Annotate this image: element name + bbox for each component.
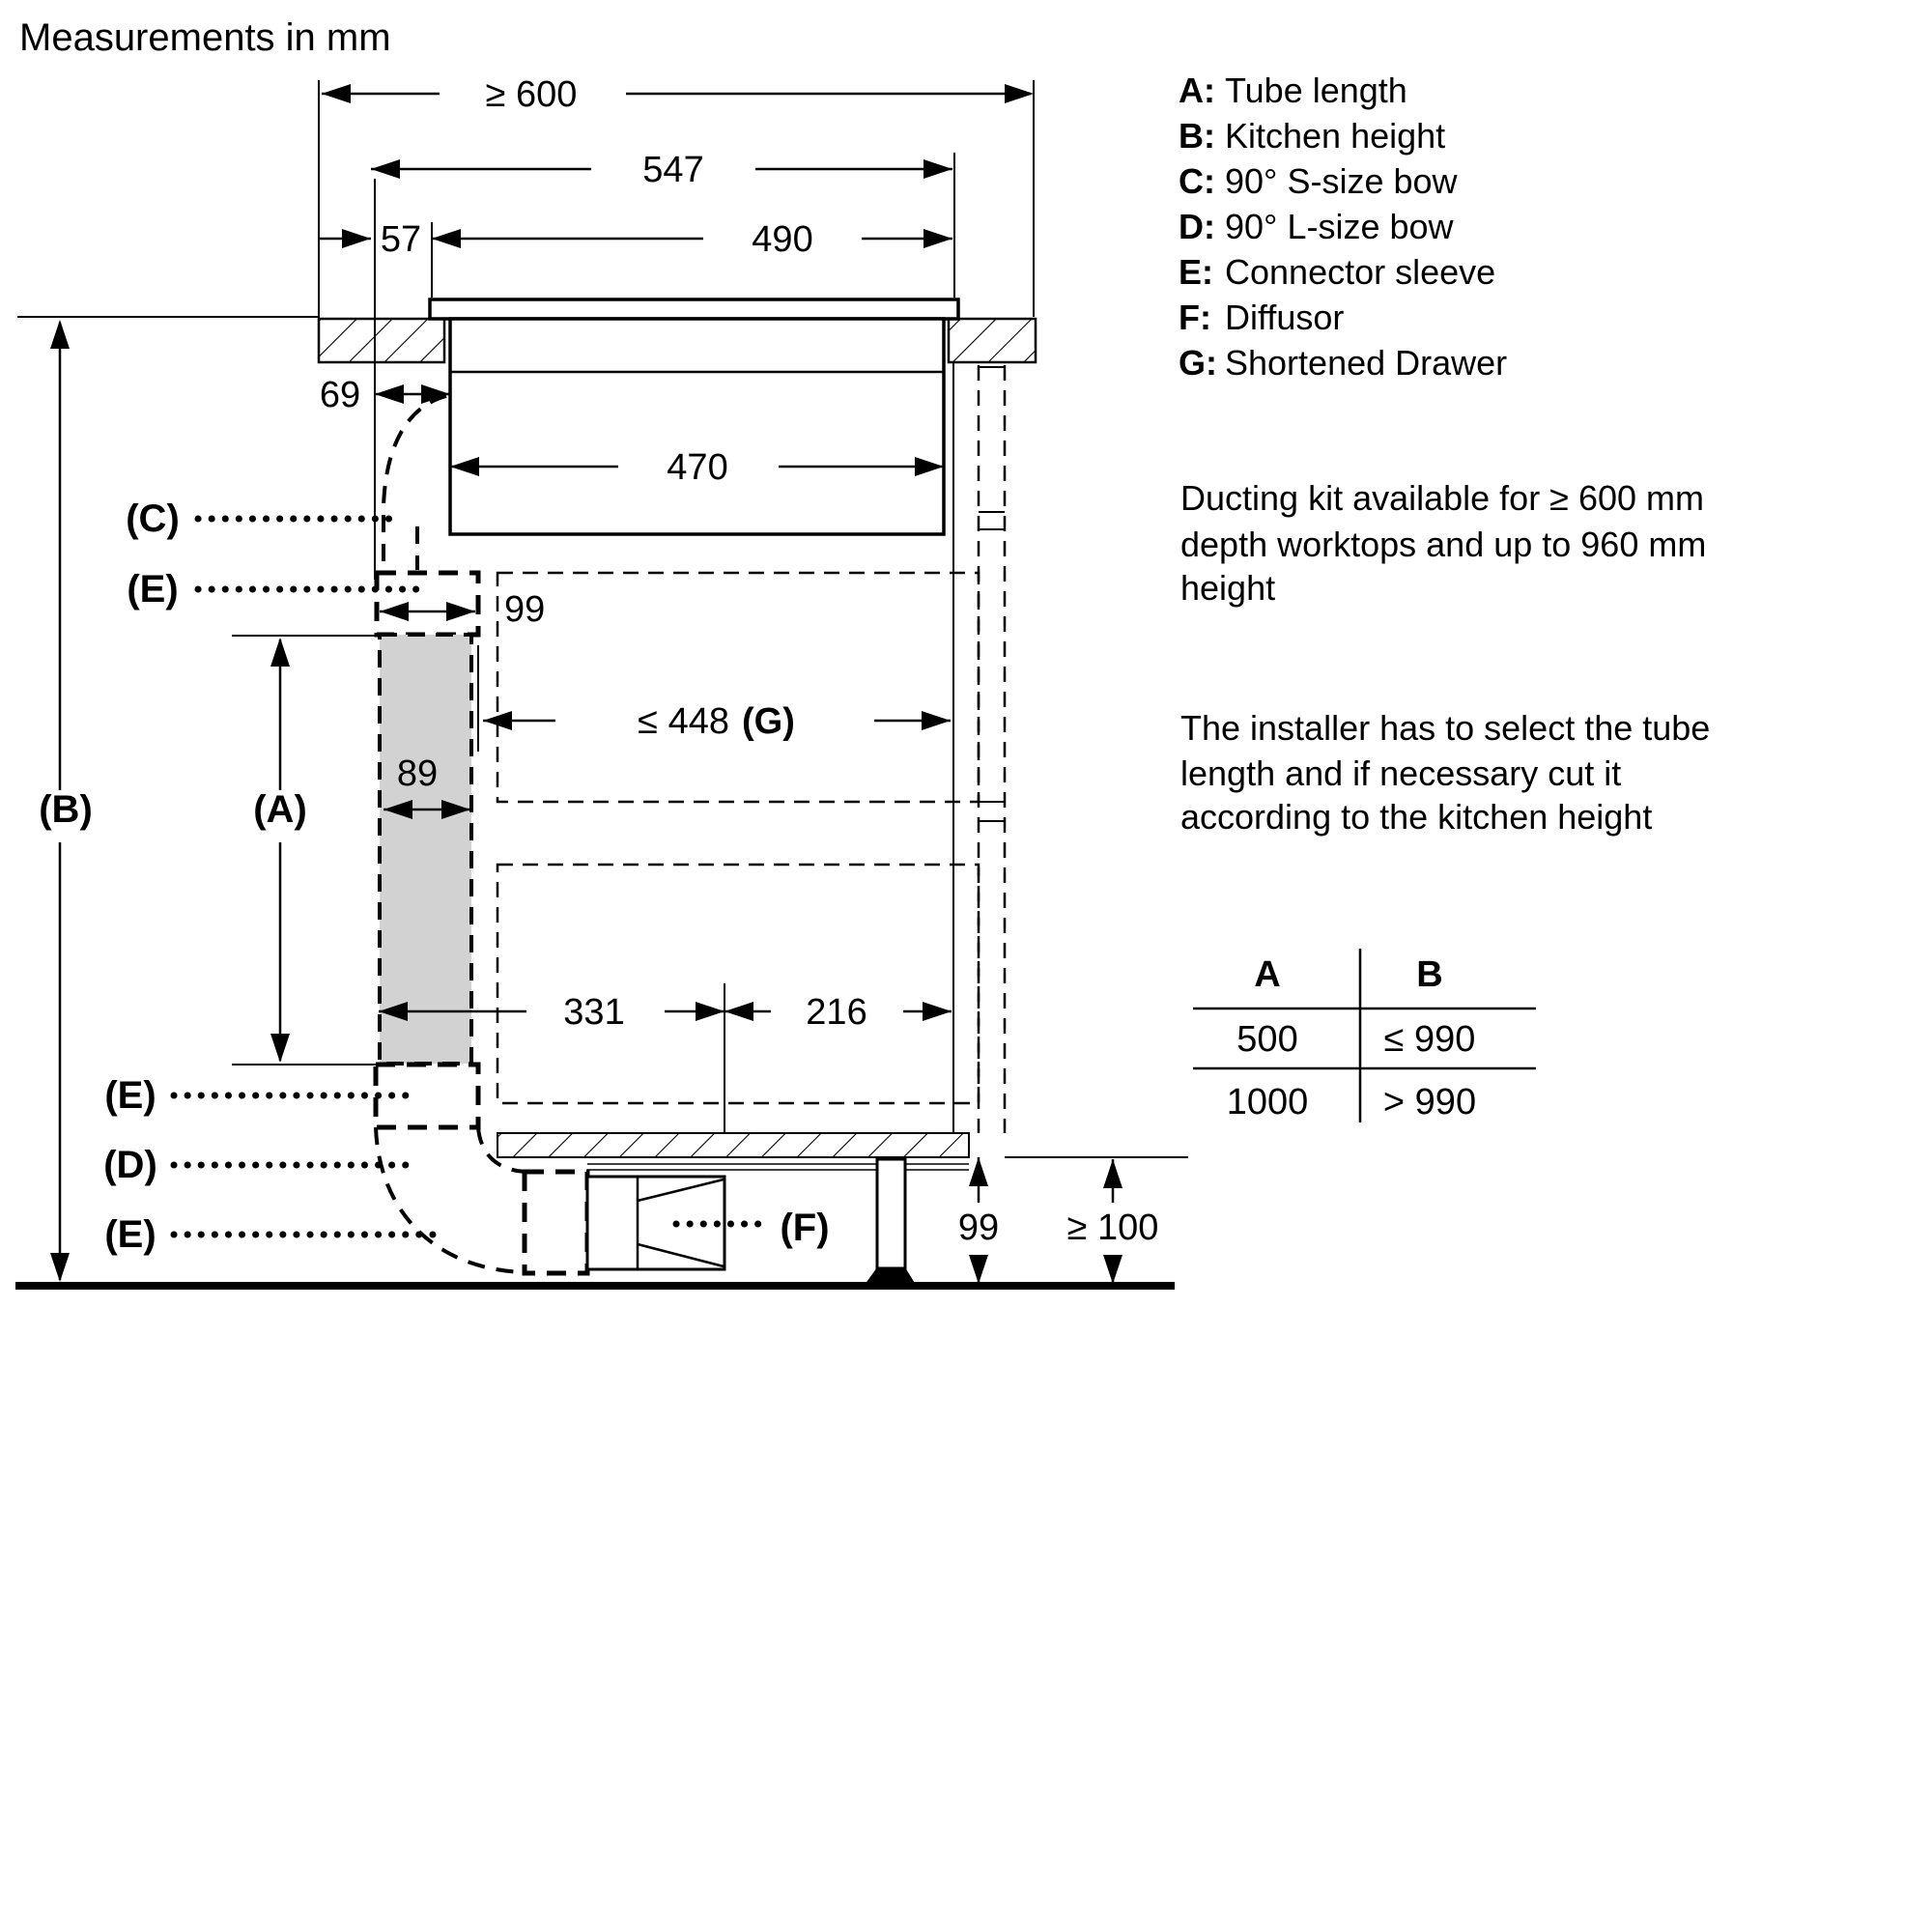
arrowhead	[969, 1157, 988, 1186]
dim-plate-width: 547	[642, 150, 704, 190]
marker-tube-length: (A)	[253, 788, 307, 831]
arrowhead	[50, 320, 70, 349]
marker-diffusor: (F)	[780, 1207, 830, 1249]
legend-label: Tube length	[1225, 71, 1407, 110]
worktop-hatch-right	[949, 319, 1036, 362]
table-cell: 1000	[1226, 1082, 1309, 1122]
legend-key: C:	[1179, 161, 1215, 201]
dim-front-span: 216	[806, 992, 867, 1033]
dim-plinth-height: 99	[957, 1208, 1000, 1248]
dim-floor-clearance: ≥ 100	[1066, 1208, 1159, 1248]
legend-key: B:	[1179, 116, 1215, 156]
dim-drawer-ref: (G)	[742, 701, 795, 742]
note-line: length and if necessary cut it	[1180, 753, 1622, 793]
arrowhead	[923, 1002, 952, 1021]
legend-label: Connector sleeve	[1225, 252, 1496, 292]
dim-front-offset: 57	[380, 219, 422, 260]
dim-drawer-depth: ≤ 448	[638, 701, 729, 742]
lower-drawer-outline	[497, 865, 979, 1103]
arrowhead	[922, 711, 951, 730]
arrowhead	[432, 229, 461, 248]
tube-length-table	[1193, 949, 1536, 1122]
note-ducting-kit	[1180, 478, 1706, 608]
legend-key: E:	[1179, 252, 1213, 292]
arrowhead	[969, 1255, 988, 1284]
arrowhead	[1005, 84, 1034, 103]
dim-rear-span: 331	[563, 992, 625, 1033]
marker-sleeve-mid: (E)	[104, 1074, 156, 1117]
legend-label: Kitchen height	[1225, 116, 1446, 156]
cabinet-foot-leg	[877, 1159, 905, 1268]
note-line: height	[1180, 568, 1276, 608]
dim-sleeve-width: 99	[504, 589, 546, 630]
arrowhead	[270, 1034, 290, 1063]
tube-a-shaded	[380, 635, 471, 1064]
shortened-drawer-outline	[497, 573, 979, 802]
legend-key: F:	[1179, 298, 1211, 337]
dim-cutout-width: 490	[752, 219, 813, 260]
hob-body	[450, 319, 944, 534]
arrowhead	[446, 602, 475, 621]
arrowhead	[375, 384, 404, 404]
dim-duct-offset: 69	[319, 375, 361, 415]
legend-key: A:	[1179, 71, 1215, 110]
arrowhead	[380, 602, 409, 621]
dim-worktop-depth: ≥ 600	[485, 74, 578, 115]
legend-label: Shortened Drawer	[1225, 343, 1508, 383]
table-cell: > 990	[1382, 1082, 1477, 1122]
arrowhead	[270, 638, 290, 667]
arrowhead	[923, 229, 952, 248]
table-cell: ≤ 990	[1383, 1019, 1476, 1060]
s-bow-outer-outline	[384, 396, 446, 570]
connector-sleeve-top	[377, 573, 478, 635]
page-title: Measurements in mm	[19, 16, 391, 59]
note-line: according to the kitchen height	[1180, 797, 1653, 837]
cabinet-bottom-hatch	[497, 1133, 969, 1157]
table-header-a: A	[1254, 954, 1281, 995]
dim-tube-width: 89	[396, 753, 439, 794]
marker-sleeve-bottom: (E)	[104, 1213, 156, 1256]
arrowhead	[1103, 1159, 1122, 1188]
note-line: Ducting kit available for ≥ 600 mm	[1180, 478, 1704, 518]
arrowhead	[342, 229, 371, 248]
table-header-b: B	[1416, 954, 1443, 995]
note-line: The installer has to select the tube	[1180, 708, 1711, 748]
marker-l-bow: (D)	[103, 1144, 157, 1186]
arrowhead	[371, 159, 400, 179]
arrowhead	[50, 1253, 70, 1282]
legend-label: Diffusor	[1225, 298, 1345, 337]
connector-sleeve-bottom	[525, 1172, 587, 1273]
note-line: depth worktops and up to 960 mm	[1180, 525, 1707, 564]
legend-key: D:	[1179, 207, 1215, 246]
note-installer	[1180, 708, 1710, 837]
arrowhead	[724, 1002, 753, 1021]
marker-kitchen-height: (B)	[39, 788, 93, 831]
legend	[1179, 71, 1507, 383]
legend-key: G:	[1179, 343, 1217, 383]
legend-label: 90° L-size bow	[1225, 207, 1454, 246]
dim-body-width: 470	[667, 447, 728, 488]
arrowhead	[322, 84, 351, 103]
arrowhead	[1103, 1255, 1122, 1284]
legend-label: 90° S-size bow	[1225, 161, 1458, 201]
arrowhead	[696, 1002, 724, 1021]
floor-line	[15, 1282, 1175, 1290]
marker-sleeve-top: (E)	[127, 568, 179, 611]
arrowhead	[923, 159, 952, 179]
hob-top-plate	[430, 299, 958, 319]
worktop-hatch-left	[319, 319, 444, 362]
table-cell: 500	[1236, 1019, 1298, 1060]
marker-s-bow: (C)	[126, 497, 180, 540]
